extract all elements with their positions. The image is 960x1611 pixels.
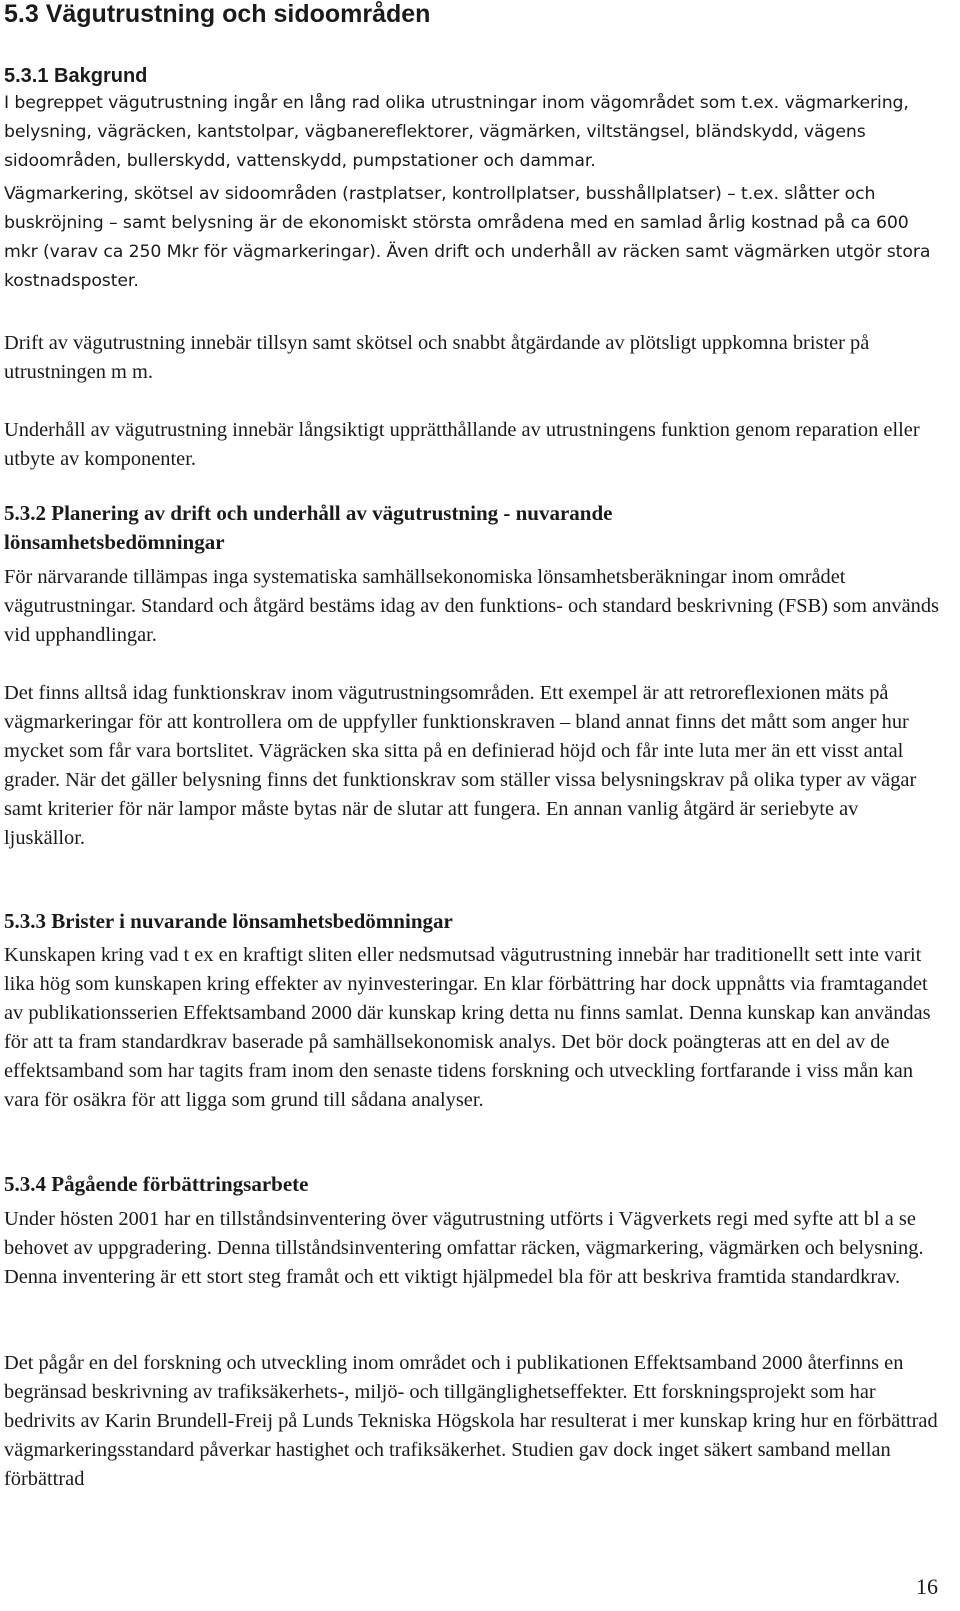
paragraph-5-3-1-2: Vägmarkering, skötsel av sidoområden (rastplatser, kontrollplatser, busshållplatser) – t.ex. slåtter och buskröjning – samt belysning är de ekonomiskt största områdena med en samlad årlig kostnad på ca 600 mkr (varav ca 250 Mkr för vägmarkeringar). Även drift och underhåll av räcken samt vägmärken utgör stora kostnadsposter. — [4, 184, 931, 291]
heading-5-3-1: 5.3.1 Bakgrund — [4, 65, 148, 87]
heading-5-3-2: 5.3.2 Planering av drift och underhåll av vägutrustning - nuvarande lönsamhetsbedömningar — [4, 501, 613, 554]
paragraph-5-3-4-2: Det pågår en del forskning och utveckling inom området och i publikationen Effektsamband 2000 återfinns en begränsad beskrivning av trafiksäkerhets-, miljö- och tillgänglighetseffekter. Ett forskningsprojekt som har bedrivits av Karin Brundell-Freij på Lunds Tekniska Högskola har resulterat i mer kunskap kring hur en förbättrad vägmarkeringsstandard påverkar hastighet och trafiksäkerhet. Studien gav dock inget säkert samband mellan förbättrad — [4, 1352, 938, 1490]
heading-5-3-3: 5.3.3 Brister i nuvarande lönsamhetsbedömningar — [4, 909, 453, 933]
page-number: 16 — [916, 1574, 938, 1599]
paragraph-5-3-3-1: Kunskapen kring vad t ex en kraftigt sliten eller nedsmutsad vägutrustning innebär har traditionellt sett inte varit lika hög som kunskapen kring effekter av nyinvesteringar. En klar förbättring har dock uppnåtts via framtagandet av publikationsserien Effektsamband 2000 där kunskap kring detta nu finns samlat. Denna kunskap kan användas för att ta fram standardkrav baserade på samhällsekonomisk analys. Det bör dock poängteras att en del av de effektsamband som har tagits fram inom den senaste tidens forskning och utveckling fortfarande i viss mån kan vara för osäkra för att ligga som grund till sådana analyser. — [4, 944, 931, 1111]
paragraph-5-3-1-3: Drift av vägutrustning innebär tillsyn samt skötsel och snabbt åtgärdande av plötsligt uppkomna brister på utrustningen m m. — [4, 332, 870, 383]
paragraph-5-3-2-2: Det finns alltså idag funktionskrav inom vägutrustningsområden. Ett exempel är att retroreflexionen mäts på vägmarkeringar för att kontrollera om de uppfyller funktionskraven – bland annat finns det mått som anger hur mycket som får vara bortslitet. Vägräcken ska sitta på en definierad höjd och får inte luta mer än ett visst antal grader. När det gäller belysning finns det funktionskrav som ställer vissa belysningskrav på olika typer av vägar samt kriterier för när lampor måste bytas när de slutar att fungera. En annan vanlig åtgärd är seriebyte av ljuskällor. — [4, 682, 917, 849]
paragraph-5-3-1-1: I begreppet vägutrustning ingår en lång rad olika utrustningar inom vägområdet som t.ex. vägmarkering, belysning, vägräcken, kantstolpar, vägbanereflektorer, vägmärken, viltstängsel, bländskydd, vägens sidoområden, bullerskydd, vattenskydd, pumpstationer och dammar. — [4, 93, 909, 171]
section-title: 5.3 Vägutrustning och sidoområden — [4, 0, 431, 28]
paragraph-5-3-2-1: För närvarande tillämpas inga systematiska samhällsekonomiska lönsamhetsberäkningar inom området vägutrustningar. Standard och åtgärd bestäms idag av den funktions- och standard beskrivning (FSB) som används vid upphandlingar. — [4, 566, 939, 646]
heading-5-3-4: 5.3.4 Pågående förbättringsarbete — [4, 1172, 309, 1196]
paragraph-5-3-4-1: Under hösten 2001 har en tillståndsinventering över vägutrustning utförts i Vägverkets regi med syfte att bl a se behovet av uppgradering. Denna tillståndsinventering omfattar räcken, vägmarkering, vägmärken och belysning. Denna inventering är ett stort steg framåt och ett viktigt hjälpmedel bla för att beskriva framtida standardkrav. — [4, 1208, 924, 1288]
paragraph-5-3-1-4: Underhåll av vägutrustning innebär långsiktigt upprätthållande av utrustningens funktion genom reparation eller utbyte av komponenter. — [4, 419, 920, 470]
